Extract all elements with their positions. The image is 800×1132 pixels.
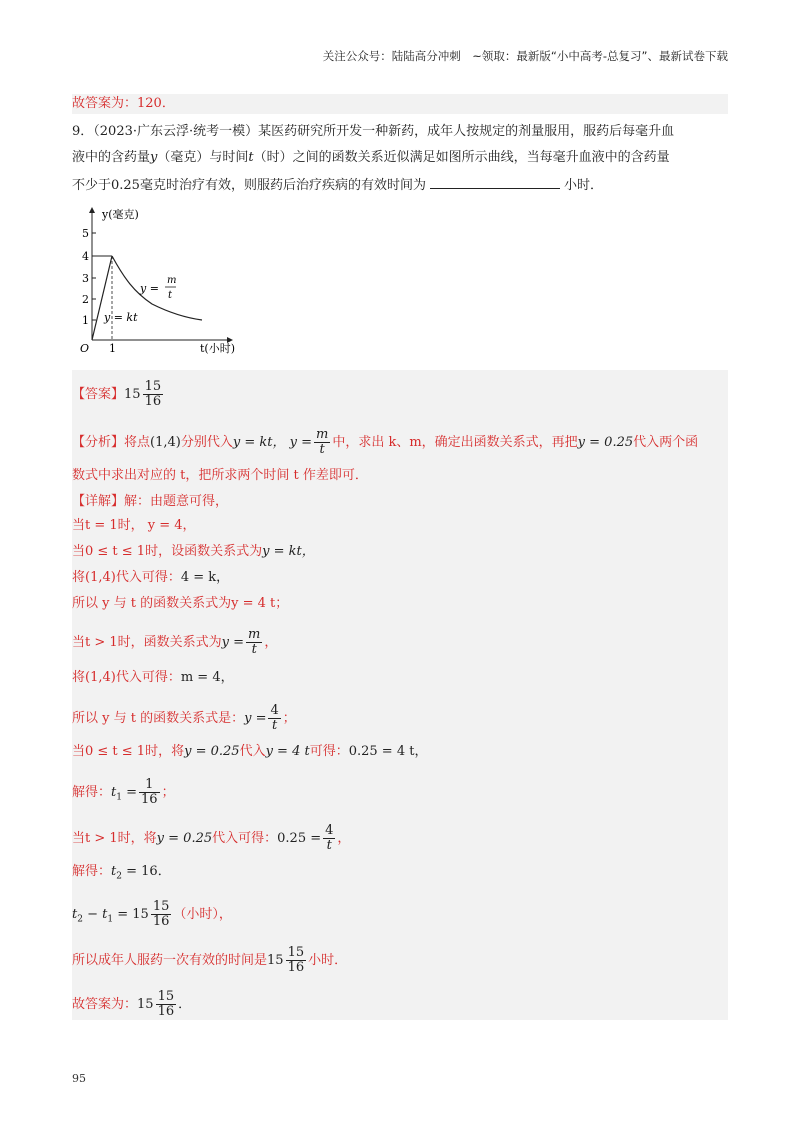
question-line-1: 9．（2023·广东云浮·统考一模）某医药研究所开发一种新药，成年人按规定的剂量服用，服药后每毫升血 — [72, 124, 675, 139]
detail-step-12: $t_2 - t_1 = 15$ $\frac{15}{16}$ （小时）， — [72, 899, 232, 929]
detail-intro: 【详解】解：由题意可得， — [72, 494, 229, 509]
y-tick-4: 4 — [82, 250, 89, 263]
detail-step-11: 解得：$t_2 = 16$． — [72, 864, 171, 882]
linear-segment — [92, 256, 112, 340]
detail-step-7: 所以 y 与 t 的函数关系式是：y = $\frac{4}{t}$ ； — [72, 703, 296, 733]
y-tick-3: 3 — [82, 272, 89, 285]
analysis-line-2: 数式中求出对应的 t，把所求两个时间 t 作差即可． — [72, 468, 368, 483]
detail-step-2: 当0 ≤ t ≤ 1时，设函数关系式为y = kt， — [72, 544, 315, 559]
detail-step-4: 所以 y 与 t 的函数关系式为y = 4 t； — [72, 596, 289, 611]
y-tick-2: 2 — [82, 293, 89, 306]
analysis-line-1: 【分析】将点(1,4)分别代入y = kt， y = $\frac{m}{t}$ 中，求出 k、m，确定出函数关系式，再把y = 0.25代入两个函 — [72, 427, 699, 457]
y-axis-label: y(毫克) — [102, 208, 139, 221]
question-line-2: 液中的含药量y（毫克）与时间t（时）之间的函数关系近似满足如图所示曲线，当每毫升血液中的含药量 — [72, 150, 670, 165]
function-graph — [72, 200, 252, 360]
detail-step-6: 将(1,4)代入可得：m = 4， — [72, 670, 234, 685]
curve-label-den: t — [168, 290, 173, 301]
line-label: y = kt — [104, 311, 138, 324]
question-line-3: 不少于0.25毫克时治疗有效，则服药后治疗疾病的有效时间为 小时． — [72, 174, 603, 196]
origin-label: O — [80, 342, 90, 355]
answer-line: 【答案】15 $\frac{15}{16}$ — [72, 379, 162, 409]
detail-step-10: 当t > 1时，将y = 0.25代入可得：0.25 = $\frac{4}{t}$ ， — [72, 823, 351, 853]
x-tick-1: 1 — [109, 342, 116, 355]
detail-step-1: 当t = 1时， y = 4， — [72, 518, 196, 533]
detail-step-9: 解得：$t_1$ = $\frac{1}{16}$ ； — [72, 777, 175, 807]
curve-label-num: m — [167, 275, 177, 286]
y-tick-1: 1 — [82, 314, 89, 327]
page-number: 95 — [72, 1072, 86, 1085]
detail-step-14: 故答案为：15 $\frac{15}{16}$ ． — [72, 989, 192, 1019]
detail-step-13: 所以成年人服药一次有效的时间是15 $\frac{15}{16}$ 小时． — [72, 945, 348, 975]
detail-step-3: 将(1,4)代入可得：4 = k， — [72, 570, 230, 585]
page-header: 关注公众号：陆陆高分冲刺 ~领取：最新版“小中高考-总复习”、最新试卷下载 — [322, 49, 728, 63]
detail-step-8: 当0 ≤ t ≤ 1时，将y = 0.25代入y = 4 t可得：0.25 = 4 t， — [72, 744, 428, 759]
detail-step-5: 当t > 1时，函数关系式为y = $\frac{m}{t}$ ， — [72, 627, 278, 657]
prev-answer: 故答案为：120． — [72, 96, 175, 111]
y-tick-5: 5 — [82, 227, 89, 240]
curve-label-prefix: y = — [140, 282, 159, 295]
answer-blank — [430, 174, 560, 189]
x-axis-label: t(小时) — [200, 342, 236, 355]
